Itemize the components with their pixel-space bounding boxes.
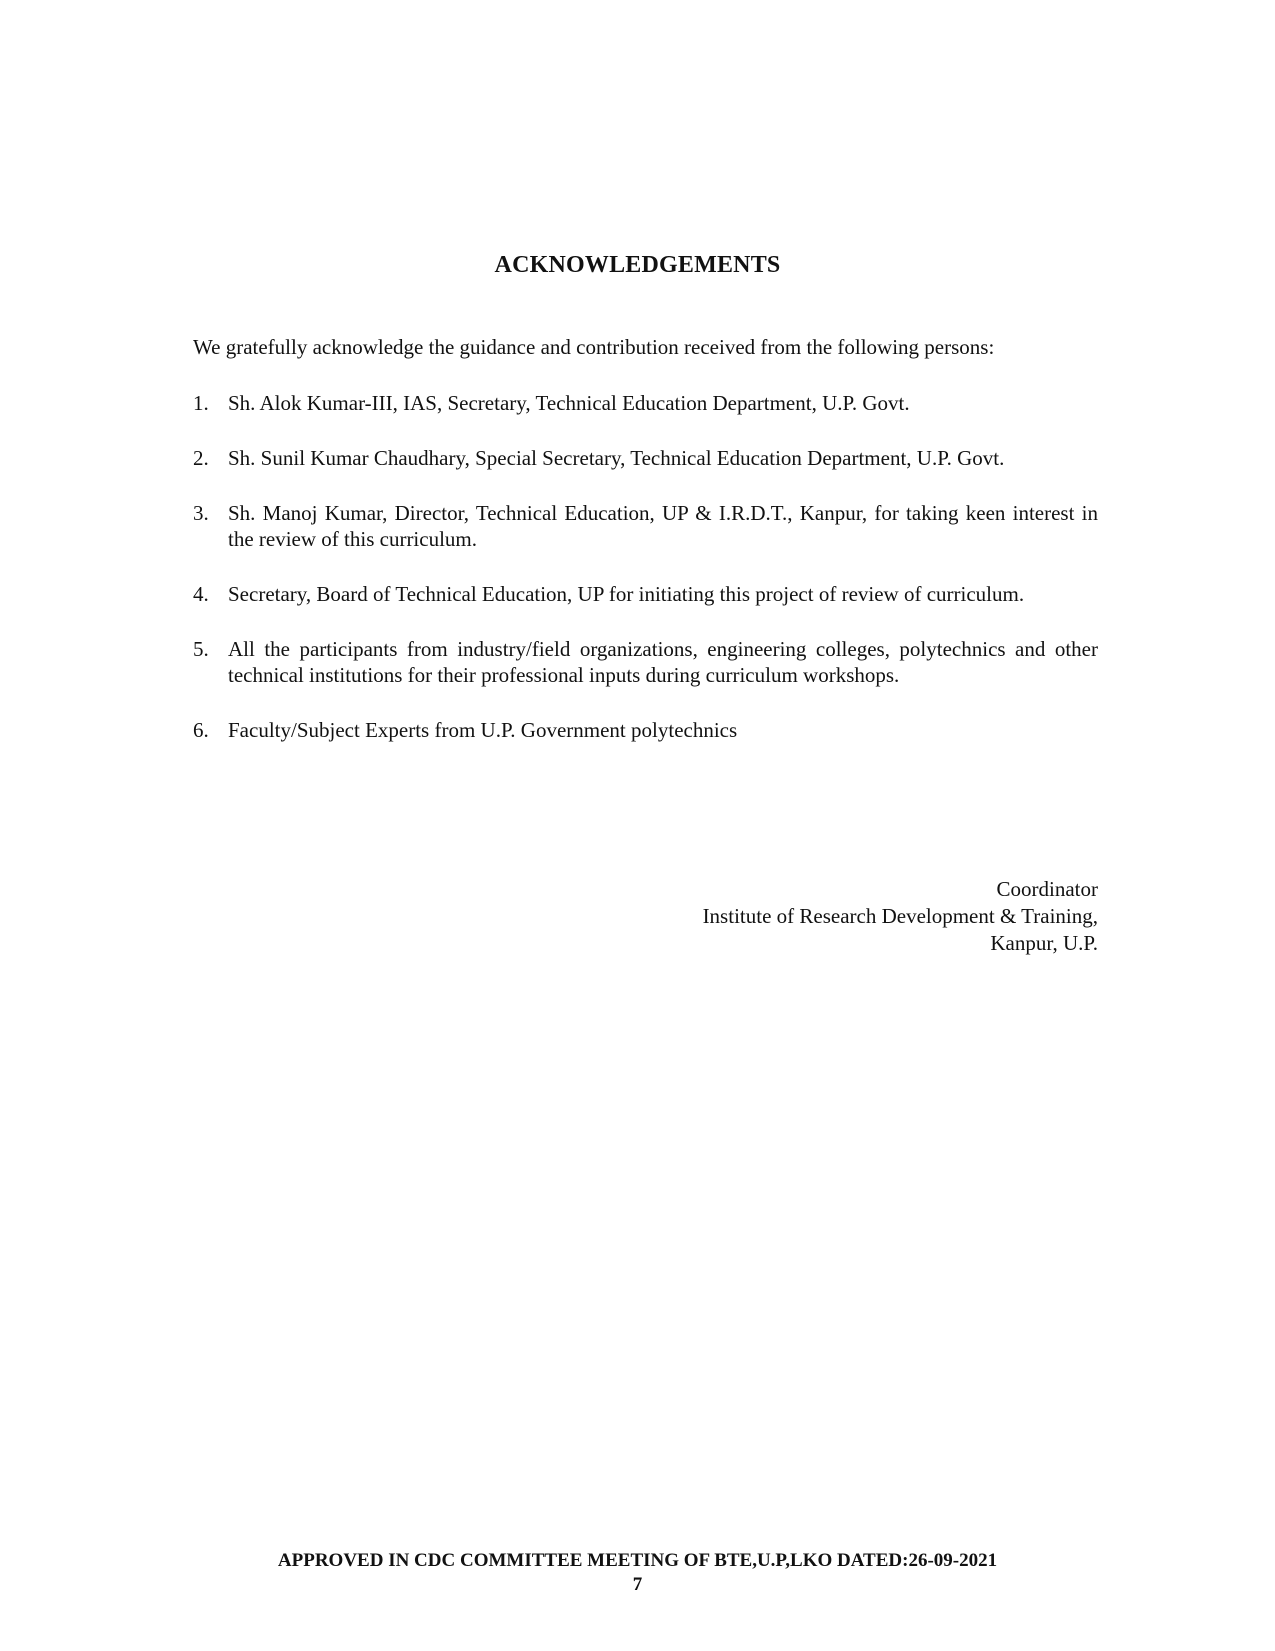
list-item-number: 2. [193,446,209,470]
list-item-text: Sh. Manoj Kumar, Director, Technical Education, UP & I.R.D.T., Kanpur, for taking keen interest in the review of this curriculum. [228,501,1098,551]
signature-location: Kanpur, U.P. [990,931,1098,955]
page-number: 7 [632,1574,643,1595]
list-item [193,581,1098,607]
list-item-text: All the participants from industry/field organizations, engineering colleges, polytechnics and other technical institutions for their professional inputs during curriculum workshops. [228,637,1098,687]
list-item [193,390,1098,416]
approval-note: APPROVED IN CDC COMMITTEE MEETING OF BTE,U.P,LKO DATED:26-09-2021 [277,1550,998,1571]
list-item-number: 4. [193,582,209,606]
acknowledgement-list [193,390,1098,772]
page-footer [0,1549,1275,1597]
list-item-text: Secretary, Board of Technical Education, UP for initiating this project of review of curriculum. [228,582,1025,606]
list-item-number: 6. [193,718,209,742]
list-item-text: Sh. Sunil Kumar Chaudhary, Special Secretary, Technical Education Department, U.P. Govt. [228,446,1005,470]
list-item-number: 1. [193,391,209,415]
list-item-number: 5. [193,637,209,661]
signature-role: Coordinator [996,877,1098,901]
list-item [193,445,1098,471]
intro-paragraph: We gratefully acknowledge the guidance and contribution received from the following persons: [193,335,995,359]
list-item [193,500,1098,552]
list-item [193,636,1098,688]
list-item-text: Faculty/Subject Experts from U.P. Government polytechnics [228,718,738,742]
page-title: ACKNOWLEDGEMENTS [494,252,781,278]
list-item-text: Sh. Alok Kumar-III, IAS, Secretary, Technical Education Department, U.P. Govt. [228,391,910,415]
signature-institute: Institute of Research Development & Training, [702,904,1098,928]
signature-block [703,876,1098,957]
list-item-number: 3. [193,501,209,525]
list-item [193,717,1098,743]
